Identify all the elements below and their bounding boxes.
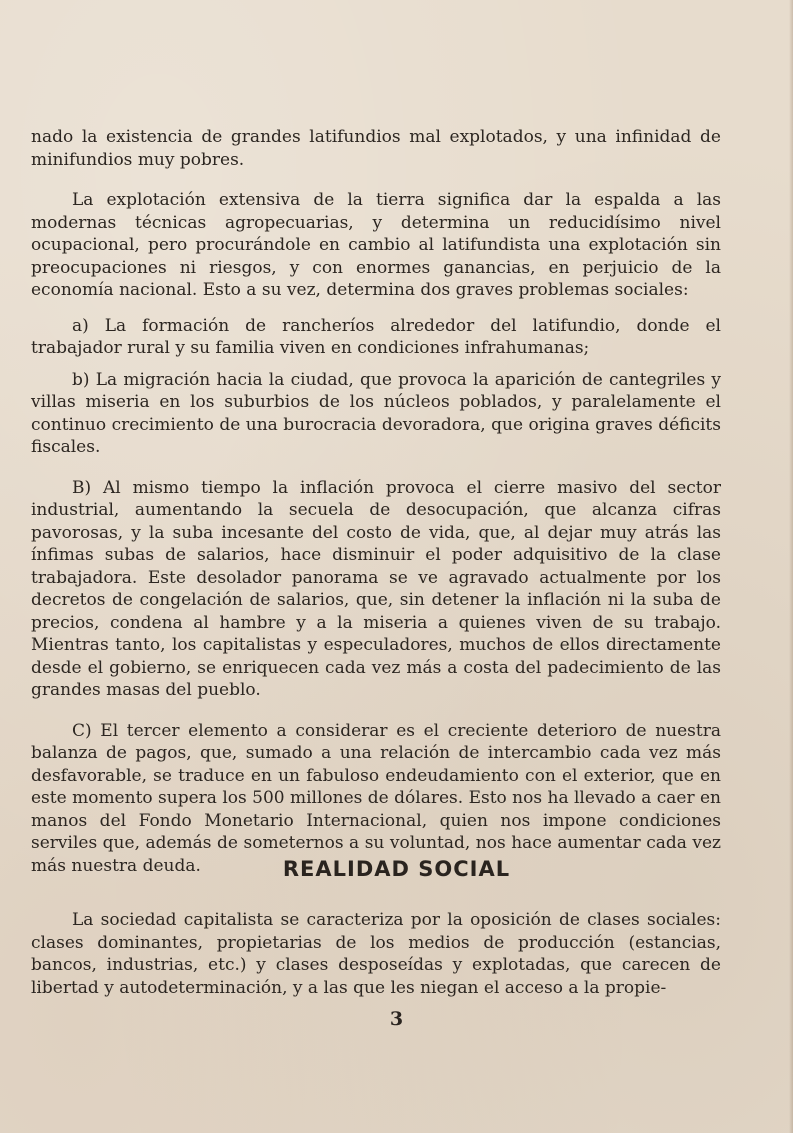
- section-b-paragraph: B) Al mismo tiempo la inflación provoca el cierre masivo del sector industrial, aumentando la secuela de desocupación, que alcanza cifras pavorosas, y la suba incesante del costo de vida, que, al dejar muy atrás las ínfimas subas de salarios, hace disminuir el poder adquisitivo de la clase trabajadora. Este desolador panorama se ve agravado actualmente por los decretos de congelación de salarios, que, sin detener la inflación ni la suba de precios, condena al hambre y a la miseria a quienes viven de su trabajo. Mientras tanto, los capitalistas y especuladores, muchos de ellos directamente desde el gobierno, se enriquecen cada vez más a costa del padecimiento de las grandes masas del pueblo.: [31, 477, 721, 700]
- paragraph-continuation: nado la existencia de grandes latifundios mal explotados, y una infinidad de minifundios muy pobres.: [31, 127, 721, 170]
- body-text-lower: [31, 909, 721, 999]
- paragraph-explotacion-extensiva: La explotación extensiva de la tierra significa dar la espalda a las modernas técnicas agropecuarias, y determina un reducidísimo nivel ocupacional, pero procurándole en cambio al latifundista una explotación sin preocupaciones ni riesgos, y con enormes ganancias, en perjuicio de la economía nacional. Esto a su vez, determina dos graves problemas sociales:: [31, 190, 721, 300]
- page-number: 3: [389, 1008, 404, 1030]
- list-item-b: b) La migración hacia la ciudad, que provoca la aparición de cantegriles y villas miseria en los suburbios de los núcleos poblados, y paralelamente el continuo crecimiento de una burocracia devoradora, que origina graves déficits fiscales.: [31, 369, 721, 457]
- page-edge-shadow: [789, 0, 793, 1133]
- section-c-paragraph: C) El tercer elemento a considerar es el creciente deterioro de nuestra balanza de pagos, que, sumado a una relación de intercambio cada vez más desfavorable, se traduce en un fabuloso endeudamiento con el exterior, que en este momento supera los 500 millones de dólares. Esto nos ha llevado a caer en manos del Fondo Monetario Internacional, quien nos impone condiciones serviles que, además de someternos a su voluntad, nos hace aumentar cada vez más nuestra deuda.: [31, 720, 721, 876]
- list-item-a: a) La formación de rancheríos alrededor del latifundio, donde el trabajador rural y su familia viven en condiciones infrahumanas;: [31, 315, 721, 358]
- body-text-upper: [31, 126, 721, 877]
- paragraph-sociedad-capitalista: La sociedad capitalista se caracteriza por la oposición de clases sociales: clases dominantes, propietarias de los medios de producción (estancias, bancos, industrias, etc.) y clases desposeídas y explotadas, que carecen de libertad y autodeterminación, y a las que les niegan el acceso a la propie-: [31, 910, 721, 998]
- section-heading: REALIDAD SOCIAL: [282, 857, 511, 881]
